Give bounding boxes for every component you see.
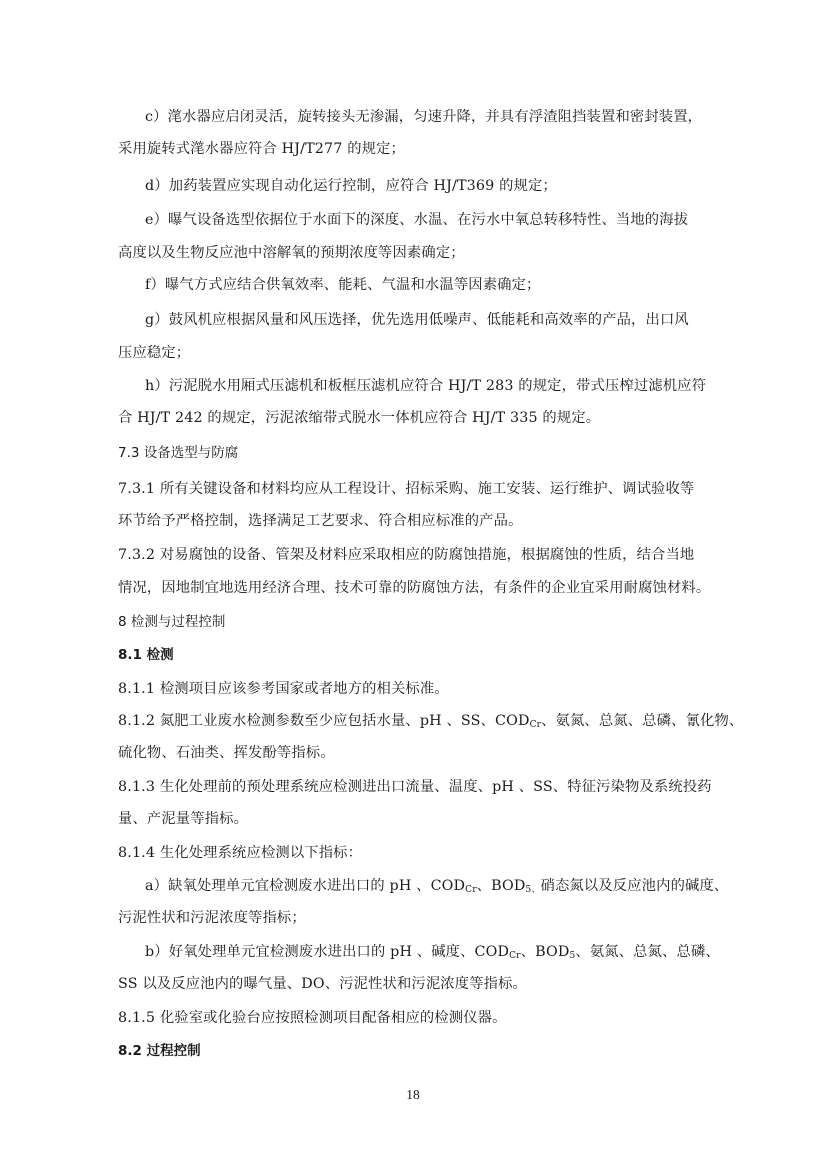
clause-8-1-2-text-a: 8.1.2 氮肥工业废水检测参数至少应包括水量、pH 、SS、COD (118, 713, 530, 729)
clause-8-1-3-line-2: 量、产泥量等指标。 (118, 811, 249, 827)
clause-a-text-a: a）缺氧处理单元宜检测废水进出口的 pH 、COD (145, 878, 466, 894)
clause-h-line-1: h）污泥脱水用厢式压滤机和板框压滤机应符合 HJ/T 283 的规定，带式压榨过滤机应符 (145, 378, 707, 394)
clause-h-line-2: 合 HJ/T 242 的规定，污泥浓缩带式脱水一体机应符合 HJ/T 335 的规定。 (118, 410, 601, 426)
section-8-1-heading: 8.1 检测 (118, 647, 174, 663)
clause-c-line-2: 采用旋转式滗水器应符合 HJ/T277 的规定； (118, 141, 405, 157)
clause-b-text-a: b）好氧处理单元宜检测废水进出口的 pH 、碱度、COD (145, 944, 510, 960)
cod-subscript: Cr (509, 951, 521, 961)
clause-b-text-b: 、BOD (520, 944, 570, 960)
clause-d: d）加药装置应实现自动化运行控制，应符合 HJ/T369 的规定； (145, 178, 557, 194)
clause-8-1-3-line-1: 8.1.3 生化处理前的预处理系统应检测进出口流量、温度、pH 、SS、特征污染物及系统投药 (118, 779, 712, 795)
clause-8-1-2-line-1 (118, 711, 743, 731)
clause-8-1-1: 8.1.1 检测项目应该参考国家或者地方的相关标准。 (118, 681, 449, 697)
section-8-2-heading: 8.2 过程控制 (118, 1043, 201, 1059)
clause-7-3-2-line-2: 情况，因地制宜地选用经济合理、技术可靠的防腐蚀方法，有条件的企业宜采用耐腐蚀材料。 (118, 580, 711, 596)
clause-8-1-5: 8.1.5 化验室或化验台应按照检测项目配备相应的检测仪器。 (118, 1010, 507, 1026)
clause-8-1-2-line-2: 硫化物、石油类、挥发酚等指标。 (118, 745, 335, 761)
cod-subscript: Cr (465, 885, 477, 895)
clause-a-line-2: 污泥性状和污泥浓度等指标； (118, 910, 306, 926)
clause-a-text-b: 、BOD (476, 878, 526, 894)
clause-e-line-1: e）曝气设备选型依据位于水面下的深度、水温、在污水中氧总转移特性、当地的海拔 (145, 212, 689, 228)
clause-7-3-1-line-1: 7.3.1 所有关键设备和材料均应从工程设计、招标采购、施工安装、运行维护、调试验收等 (118, 481, 695, 497)
clause-f: f）曝气方式应结合供氧效率、能耗、气温和水温等因素确定； (145, 277, 541, 293)
clause-g-line-1: g）鼓风机应根据风量和风压选择，优先选用低噪声、低能耗和高效率的产品，出口风 (145, 312, 689, 328)
clause-8-1-2-text-b: 、氨氮、总氮、总磷、氰化物、 (541, 713, 744, 729)
cod-subscript: Cr (529, 720, 542, 730)
clause-c-line-1: c）滗水器应启闭灵活，旋转接头无渗漏，匀速升降，并具有浮渣阻挡装置和密封装置， (145, 109, 703, 125)
clause-b-line-2: SS 以及反应池内的曝气量、DO、污泥性状和污泥浓度等指标。 (118, 976, 527, 992)
section-7-3-heading: 7.3 设备选型与防腐 (118, 445, 239, 461)
clause-a-line-1 (145, 876, 728, 896)
bod-subscript: 5、 (525, 885, 541, 895)
page-number: 18 (406, 1087, 420, 1102)
clause-a-text-c: 硝态氮以及反应池内的碱度、 (540, 878, 729, 894)
clause-e-line-2: 高度以及生物反应池中溶解氧的预期浓度等因素确定； (118, 245, 465, 261)
clause-7-3-1-line-2: 环节给予严格控制，选择满足工艺要求、符合相应标准的产品。 (118, 513, 523, 529)
clause-8-1-4: 8.1.4 生化处理系统应检测以下指标： (118, 845, 363, 861)
clause-b-line-1 (145, 942, 720, 962)
clause-g-line-2: 压应稳定； (118, 345, 191, 361)
bod-subscript: 5 (569, 951, 576, 961)
clause-7-3-2-line-1: 7.3.2 对易腐蚀的设备、管架及材料应采取相应的防腐蚀措施，根据腐蚀的性质，结合当地 (118, 547, 695, 563)
clause-b-text-c: 、氨氮、总氮、总磷、 (575, 944, 720, 960)
section-8-heading: 8 检测与过程控制 (118, 614, 226, 630)
